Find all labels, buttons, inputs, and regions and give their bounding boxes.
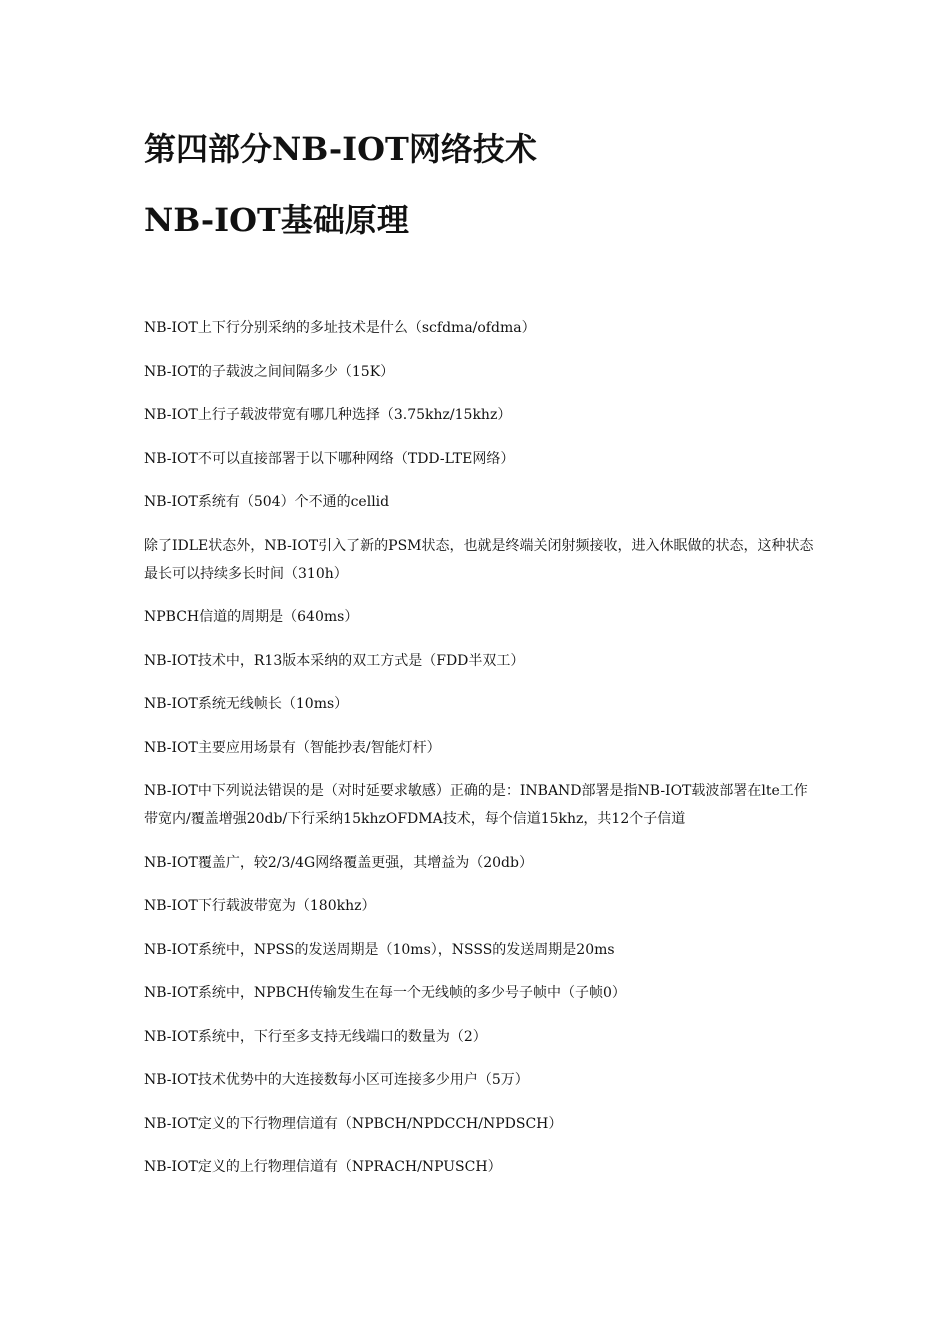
question-item: NB-IOT的子载波之间间隔多少（15K）	[144, 363, 395, 380]
question-item: NB-IOT主要应用场景有（智能抄表/智能灯杆）	[144, 739, 441, 756]
page-title: 第四部分NB-IOT网络技术	[144, 130, 537, 168]
question-item: NB-IOT技术中，R13版本采纳的双工方式是（FDD半双工）	[144, 652, 525, 669]
question-item: NB-IOT系统中，NPBCH传输发生在每一个无线帧的多少号子帧中（子帧0）	[144, 985, 626, 1001]
question-item: NB-IOT定义的下行物理信道有（NPBCH/NPDCCH/NPDSCH）	[144, 1115, 563, 1132]
question-item: NB-IOT中下列说法错误的是（对时延要求敏感）正确的是：INBAND部署是指NB-IOT载波部署在lte工作带宽内/覆盖增强20db/下行采纳15khzOFDMA技术，每个信道15khz，共12个子信道	[144, 783, 808, 827]
question-item: 除了IDLE状态外，NB-IOT引入了新的PSM状态，也就是终端关闭射频接收，进入休眠做的状态，这种状态最长可以持续多长时间（310h）	[144, 537, 814, 582]
question-item: NB-IOT定义的上行物理信道有（NPRACH/NPUSCH）	[144, 1159, 502, 1175]
question-item: NB-IOT系统无线帧长（10ms）	[144, 696, 349, 712]
question-item: NB-IOT系统有（504）个不通的cellid	[144, 494, 390, 510]
question-item: NB-IOT覆盖广，较2/3/4G网络覆盖更强，其增益为（20db）	[144, 854, 533, 871]
question-item: NPBCH信道的周期是（640ms）	[144, 609, 359, 625]
question-item: NB-IOT上下行分别采纳的多址技术是什么（scfdma/ofdma）	[144, 320, 536, 336]
question-item: NB-IOT上行子载波带宽有哪几种选择（3.75khz/15khz）	[144, 407, 512, 423]
question-item: NB-IOT不可以直接部署于以下哪种网络（TDD-LTE网络）	[144, 450, 515, 467]
question-item: NB-IOT系统中，下行至多支持无线端口的数量为（2）	[144, 1028, 487, 1045]
question-list	[144, 314, 814, 1197]
question-item: NB-IOT技术优势中的大连接数每小区可连接多少用户（5万）	[144, 1072, 529, 1088]
question-item: NB-IOT下行载波带宽为（180khz）	[144, 898, 376, 914]
section-heading: NB-IOT基础原理	[144, 201, 409, 239]
question-item: NB-IOT系统中，NPSS的发送周期是（10ms），NSSS的发送周期是20ms	[144, 941, 615, 958]
